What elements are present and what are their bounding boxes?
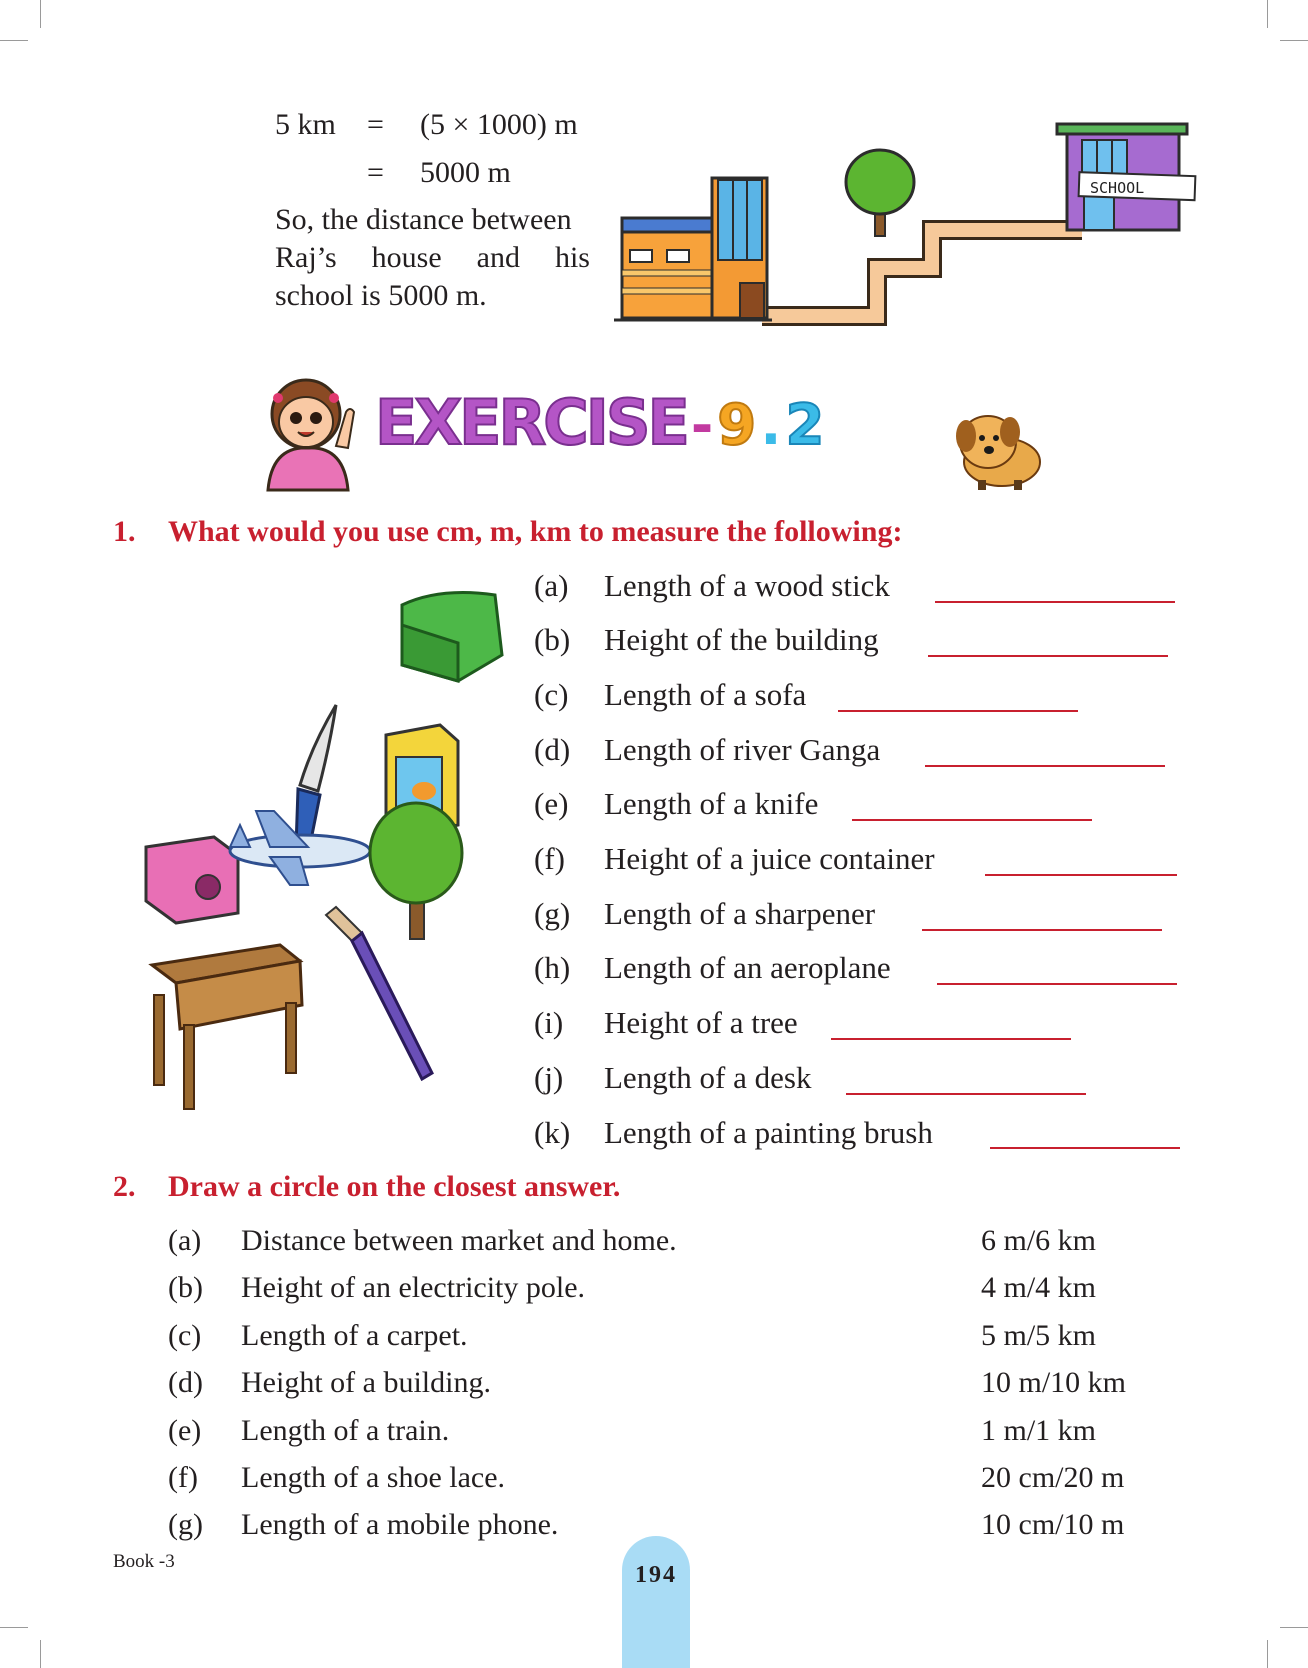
item-text: Height of an electricity pole.	[241, 1271, 586, 1304]
answer-choice[interactable]: 4 m/4 km	[981, 1271, 1097, 1304]
answer-blank[interactable]	[831, 1038, 1071, 1040]
knife-icon	[296, 705, 336, 850]
q1-title: What would you use cm, m, km to measure the following:	[168, 515, 903, 548]
item-letter: (a)	[168, 1224, 202, 1257]
exercise-word: EXERCISE	[375, 386, 687, 459]
q1-number: 1.	[113, 515, 136, 548]
answer-blank[interactable]	[985, 874, 1177, 876]
item-letter: (j)	[534, 1060, 564, 1095]
item-text: Distance between market and home.	[241, 1224, 677, 1257]
sharpener-icon	[146, 837, 238, 923]
list-item	[534, 568, 890, 604]
answer-choice[interactable]: 10 m/10 km	[981, 1366, 1127, 1399]
q2-title: Draw a circle on the closest answer.	[168, 1170, 621, 1203]
item-letter: (b)	[534, 622, 571, 657]
item-text: Length of a sofa	[604, 677, 807, 712]
crop-mark	[1267, 1640, 1268, 1668]
item-letter: (k)	[534, 1115, 571, 1150]
item-letter: (c)	[168, 1319, 202, 1352]
crop-mark	[1280, 1627, 1308, 1628]
list-item	[534, 896, 875, 932]
item-text: Length of a painting brush	[604, 1115, 933, 1150]
item-text: Height of a building.	[241, 1366, 491, 1399]
answer-blank[interactable]	[852, 819, 1092, 821]
item-letter: (i)	[534, 1005, 564, 1040]
item-text: Length of a carpet.	[241, 1319, 468, 1352]
item-letter: (f)	[168, 1461, 198, 1494]
list-item	[534, 950, 891, 986]
conclusion-line: school is 5000 m.	[275, 279, 487, 312]
girl-pointing-illustration	[258, 368, 363, 496]
house-to-school-illustration	[612, 120, 1197, 340]
crop-mark	[0, 40, 28, 41]
item-letter: (g)	[534, 896, 571, 931]
answer-blank[interactable]	[937, 983, 1177, 985]
list-item	[534, 841, 935, 877]
calc-equals-2: =	[367, 156, 384, 189]
list-item	[534, 732, 880, 768]
item-letter: (b)	[168, 1271, 203, 1304]
item-text: Length of a desk	[604, 1060, 812, 1095]
item-text: Length of a sharpener	[604, 896, 876, 931]
calc-right-1: (5 × 1000) m	[420, 108, 578, 141]
list-item	[534, 786, 818, 822]
book-label: Book -3	[113, 1551, 175, 1572]
item-text: Length of a shoe lace.	[241, 1461, 506, 1494]
list-item	[534, 1060, 811, 1096]
school-sign: SCHOOL	[1090, 179, 1145, 197]
page-number: 194	[635, 1562, 677, 1588]
conclusion-text: Raj’s house and his	[275, 241, 590, 274]
item-text: Length of an aeroplane	[604, 950, 891, 985]
answer-choice[interactable]: 6 m/6 km	[981, 1224, 1097, 1257]
item-text: Length of a mobile phone.	[241, 1508, 559, 1541]
crop-mark	[40, 0, 41, 28]
exercise-number-2: 2	[785, 393, 825, 458]
sofa-icon	[402, 593, 502, 681]
conclusion-line	[275, 241, 590, 275]
crop-mark	[0, 1627, 28, 1628]
answer-blank[interactable]	[928, 655, 1168, 657]
item-letter: (e)	[168, 1414, 202, 1447]
answer-blank[interactable]	[838, 710, 1078, 712]
calc-line-1	[275, 108, 336, 142]
tree-icon	[370, 803, 462, 939]
crop-mark	[1280, 40, 1308, 41]
item-letter: (a)	[534, 568, 569, 603]
list-item	[534, 1115, 933, 1151]
item-letter: (d)	[534, 732, 571, 767]
item-text: Length of river Ganga	[604, 732, 881, 767]
answer-choice[interactable]: 20 cm/20 m	[981, 1461, 1125, 1494]
crop-mark	[1267, 0, 1268, 28]
answer-blank[interactable]	[846, 1093, 1086, 1095]
exercise-number-9: 9	[717, 393, 757, 458]
item-letter: (h)	[534, 950, 571, 985]
list-item	[534, 1005, 798, 1041]
list-item	[534, 622, 879, 658]
page-number-tab	[622, 1536, 690, 1668]
item-letter: (d)	[168, 1366, 203, 1399]
answer-choice[interactable]: 1 m/1 km	[981, 1414, 1097, 1447]
exercise-dot: .	[760, 393, 782, 458]
desk-icon	[152, 945, 302, 1109]
crop-mark	[40, 1640, 41, 1668]
conclusion-line: So, the distance between	[275, 203, 572, 236]
item-letter: (f)	[534, 841, 565, 876]
answer-blank[interactable]	[925, 765, 1165, 767]
answer-blank[interactable]	[922, 929, 1162, 931]
item-text: Length of a wood stick	[604, 568, 890, 603]
item-letter: (e)	[534, 786, 569, 821]
answer-choice[interactable]: 10 cm/10 m	[981, 1508, 1125, 1541]
item-text: Height of a tree	[604, 1005, 798, 1040]
item-letter: (c)	[534, 677, 569, 712]
item-text: Length of a train.	[241, 1414, 450, 1447]
exercise-dash: -	[690, 394, 714, 457]
item-text: Height of a juice container	[604, 841, 935, 876]
exercise-title	[375, 386, 824, 459]
item-text: Height of the building	[604, 622, 879, 657]
list-item	[534, 677, 806, 713]
objects-illustration	[140, 585, 510, 1145]
calc-left: 5 km	[275, 108, 336, 141]
answer-blank[interactable]	[990, 1147, 1180, 1149]
puppy-illustration	[952, 408, 1048, 492]
item-text: Length of a knife	[604, 786, 819, 821]
calc-equals-1: =	[367, 108, 384, 141]
calc-right-2: 5000 m	[420, 156, 511, 189]
item-letter: (g)	[168, 1508, 203, 1541]
q2-number: 2.	[113, 1170, 136, 1203]
answer-blank[interactable]	[935, 601, 1175, 603]
answer-choice[interactable]: 5 m/5 km	[981, 1319, 1097, 1352]
